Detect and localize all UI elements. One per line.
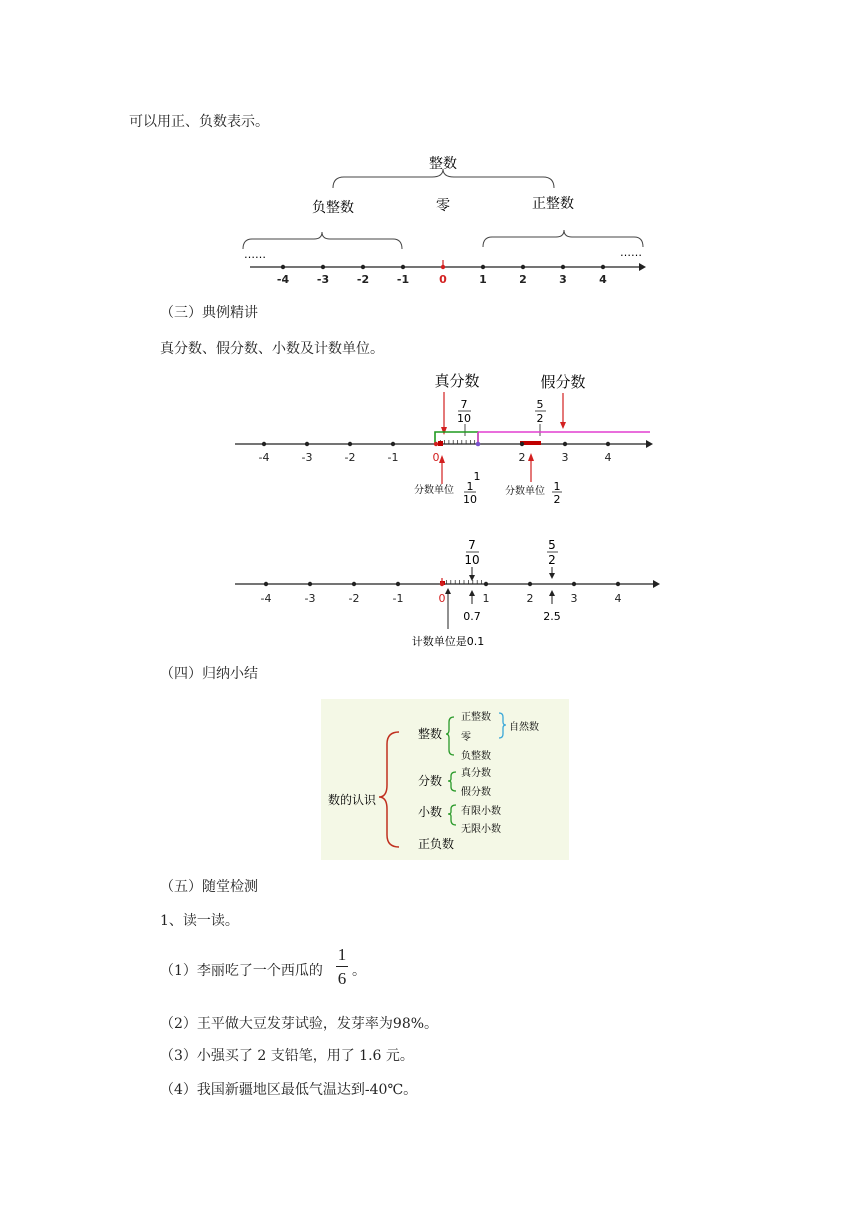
summary-infinite: 无限小数 (461, 824, 501, 835)
unit-frac-1-num: 1 (466, 480, 474, 493)
brace-integer (446, 717, 454, 755)
label-improper-fraction: 假分数 (540, 373, 586, 391)
q1a-suffix: 。 (352, 963, 366, 979)
tick-dot--3 (321, 265, 325, 269)
axis-arrow (653, 580, 660, 588)
decimal-number-line-figure (230, 535, 670, 655)
tick-label--4: -4 (258, 451, 270, 464)
tick-label-4: 4 (599, 273, 607, 286)
tick-label-0: 0 (432, 451, 440, 464)
frac-5-num: 5 (536, 398, 544, 411)
tick-dot-0 (434, 442, 438, 446)
tick-dot-4 (616, 582, 620, 586)
tick-dot-4 (601, 265, 605, 269)
unit-frac-1-den: 10 (463, 493, 477, 506)
axis-arrow (639, 263, 646, 271)
tick-label-3: 3 (570, 592, 578, 605)
brace-negative (243, 232, 402, 249)
fig3-frac-7-den: 10 (464, 553, 480, 567)
brace-root (379, 732, 399, 847)
tick-label--2: -2 (348, 592, 360, 605)
unit-frac-2-den: 2 (553, 493, 561, 506)
tick-label--1: -1 (396, 273, 410, 286)
integer-number-line-figure (230, 148, 650, 288)
summary-fraction: 分数 (418, 774, 443, 788)
arrow-head (549, 573, 555, 579)
tick-label-4: 4 (614, 592, 622, 605)
tick-dot-3 (561, 265, 565, 269)
summary-natural: 自然数 (509, 722, 539, 733)
tick-label-0: 0 (439, 273, 447, 286)
tick-dot--4 (281, 265, 285, 269)
q1b: （2）王平做大豆发芽试验，发芽率为98%。 (160, 1016, 439, 1032)
label-positive-integer: 正整数 (532, 196, 574, 212)
label-0-7: 0.7 (463, 610, 481, 623)
summary-integer: 整数 (418, 727, 443, 741)
tick-label--2: -2 (356, 273, 370, 286)
tick-label--3: -3 (301, 451, 313, 464)
tick-dot--2 (361, 265, 365, 269)
section4-title: （四）归纳小结 (160, 666, 258, 682)
tick-label-2: 2 (519, 273, 527, 286)
section3-title: （三）典例精讲 (160, 305, 258, 321)
label-zero: 零 (436, 198, 450, 214)
summary-improper: 假分数 (461, 787, 491, 798)
q1a-fraction (336, 946, 348, 987)
tick-label--1: -1 (392, 592, 404, 605)
brace-positive (483, 230, 643, 247)
fig3-frac-5-num: 5 (548, 538, 556, 552)
tick-dot-3 (572, 582, 576, 586)
tick-dot--1 (401, 265, 405, 269)
ellipsis-right: …… (620, 246, 642, 259)
unit-frac-1-num-top: 1 (473, 470, 481, 483)
tick-dot-3 (563, 442, 567, 446)
section5-title: （五）随堂检测 (160, 879, 258, 895)
tick-label-3: 3 (561, 451, 569, 464)
tick-dot--4 (264, 582, 268, 586)
summary-neg-int: 负整数 (461, 751, 491, 762)
axis-arrow (646, 440, 653, 448)
summary-finite: 有限小数 (461, 806, 501, 817)
tick-dot--2 (352, 582, 356, 586)
tick-label-0: 0 (438, 592, 446, 605)
ellipsis-left: …… (244, 248, 266, 261)
tick-label--3: -3 (316, 273, 330, 286)
arrow-head (528, 453, 534, 461)
brace-natural (499, 713, 506, 738)
summary-decimal: 小数 (418, 805, 443, 819)
tick-dot--1 (396, 582, 400, 586)
arrow-head (469, 575, 475, 581)
frac-7-den: 10 (457, 412, 471, 425)
summary-pos-int: 正整数 (461, 712, 491, 723)
intro-text: 可以用正、负数表示。 (129, 114, 269, 130)
tick-label-1: 1 (479, 273, 487, 286)
tick-dot--2 (348, 442, 352, 446)
arrow-head (445, 588, 451, 594)
label-integer: 整数 (429, 156, 457, 172)
tick-dot-2 (520, 442, 524, 446)
fraction-number-line-figure (230, 366, 660, 516)
unit-marker-tenth (438, 441, 443, 446)
summary-root: 数的认识 (328, 793, 377, 807)
q1a-num: 1 (337, 945, 347, 964)
tick-dot-4 (606, 442, 610, 446)
tick-dot-1 (481, 265, 485, 269)
tick-dot-1 (484, 582, 488, 586)
unit-label-2: 分数单位 (505, 486, 545, 497)
summary-diagram (321, 699, 569, 860)
q1d: （4）我国新疆地区最低气温达到-40℃。 (160, 1082, 418, 1098)
q1a-den: 6 (337, 969, 347, 988)
fig3-frac-5-den: 2 (548, 553, 556, 567)
tick-label-2: 2 (518, 451, 526, 464)
tick-label-4: 4 (604, 451, 612, 464)
tick-dot--1 (391, 442, 395, 446)
summary-posneg: 正负数 (418, 837, 455, 851)
label-proper-fraction: 真分数 (434, 372, 480, 390)
tick-label-1: 1 (482, 592, 490, 605)
tick-label--2: -2 (344, 451, 356, 464)
label-2-5: 2.5 (543, 610, 561, 623)
tick-label-3: 3 (559, 273, 567, 286)
tick-dot-2 (528, 582, 532, 586)
arrow-head (439, 455, 445, 463)
brace-fraction (448, 772, 456, 791)
fig3-frac-7-num: 7 (468, 538, 476, 552)
summary-svg (321, 699, 569, 860)
tick-dot--3 (308, 582, 312, 586)
q1-title: 1、读一读。 (160, 913, 239, 929)
tick-dot--3 (305, 442, 309, 446)
arrow-head (441, 427, 447, 435)
unit-text: 计数单位是0.1 (411, 635, 485, 648)
section3-subtitle: 真分数、假分数、小数及计数单位。 (160, 341, 384, 357)
arrow-head (469, 590, 475, 596)
tick-dot--4 (262, 442, 266, 446)
summary-zero: 零 (461, 732, 471, 743)
tick-label--1: -1 (387, 451, 399, 464)
brace-integer (333, 169, 554, 188)
unit-frac-2-num: 1 (553, 480, 561, 493)
frac-5-den: 2 (536, 412, 544, 425)
unit-label-1: 分数单位 (414, 485, 454, 496)
tick-label--4: -4 (276, 273, 290, 286)
arrow-head (560, 422, 566, 429)
q1a-prefix: （1）李丽吃了一个西瓜的 (160, 963, 323, 979)
tick-label--3: -3 (304, 592, 316, 605)
q1c: （3）小强买了 2 支铅笔，用了 1.6 元。 (160, 1048, 414, 1064)
frac-7-num: 7 (460, 398, 468, 411)
tick-label-2: 2 (526, 592, 534, 605)
tick-dot-1 (476, 442, 481, 447)
tick-label--4: -4 (260, 592, 272, 605)
brace-decimal (448, 805, 456, 825)
label-negative-integer: 负整数 (312, 200, 354, 216)
arrow-head (549, 590, 555, 596)
q1a-bar (336, 966, 348, 967)
summary-proper: 真分数 (461, 768, 491, 779)
tick-dot-2 (521, 265, 525, 269)
